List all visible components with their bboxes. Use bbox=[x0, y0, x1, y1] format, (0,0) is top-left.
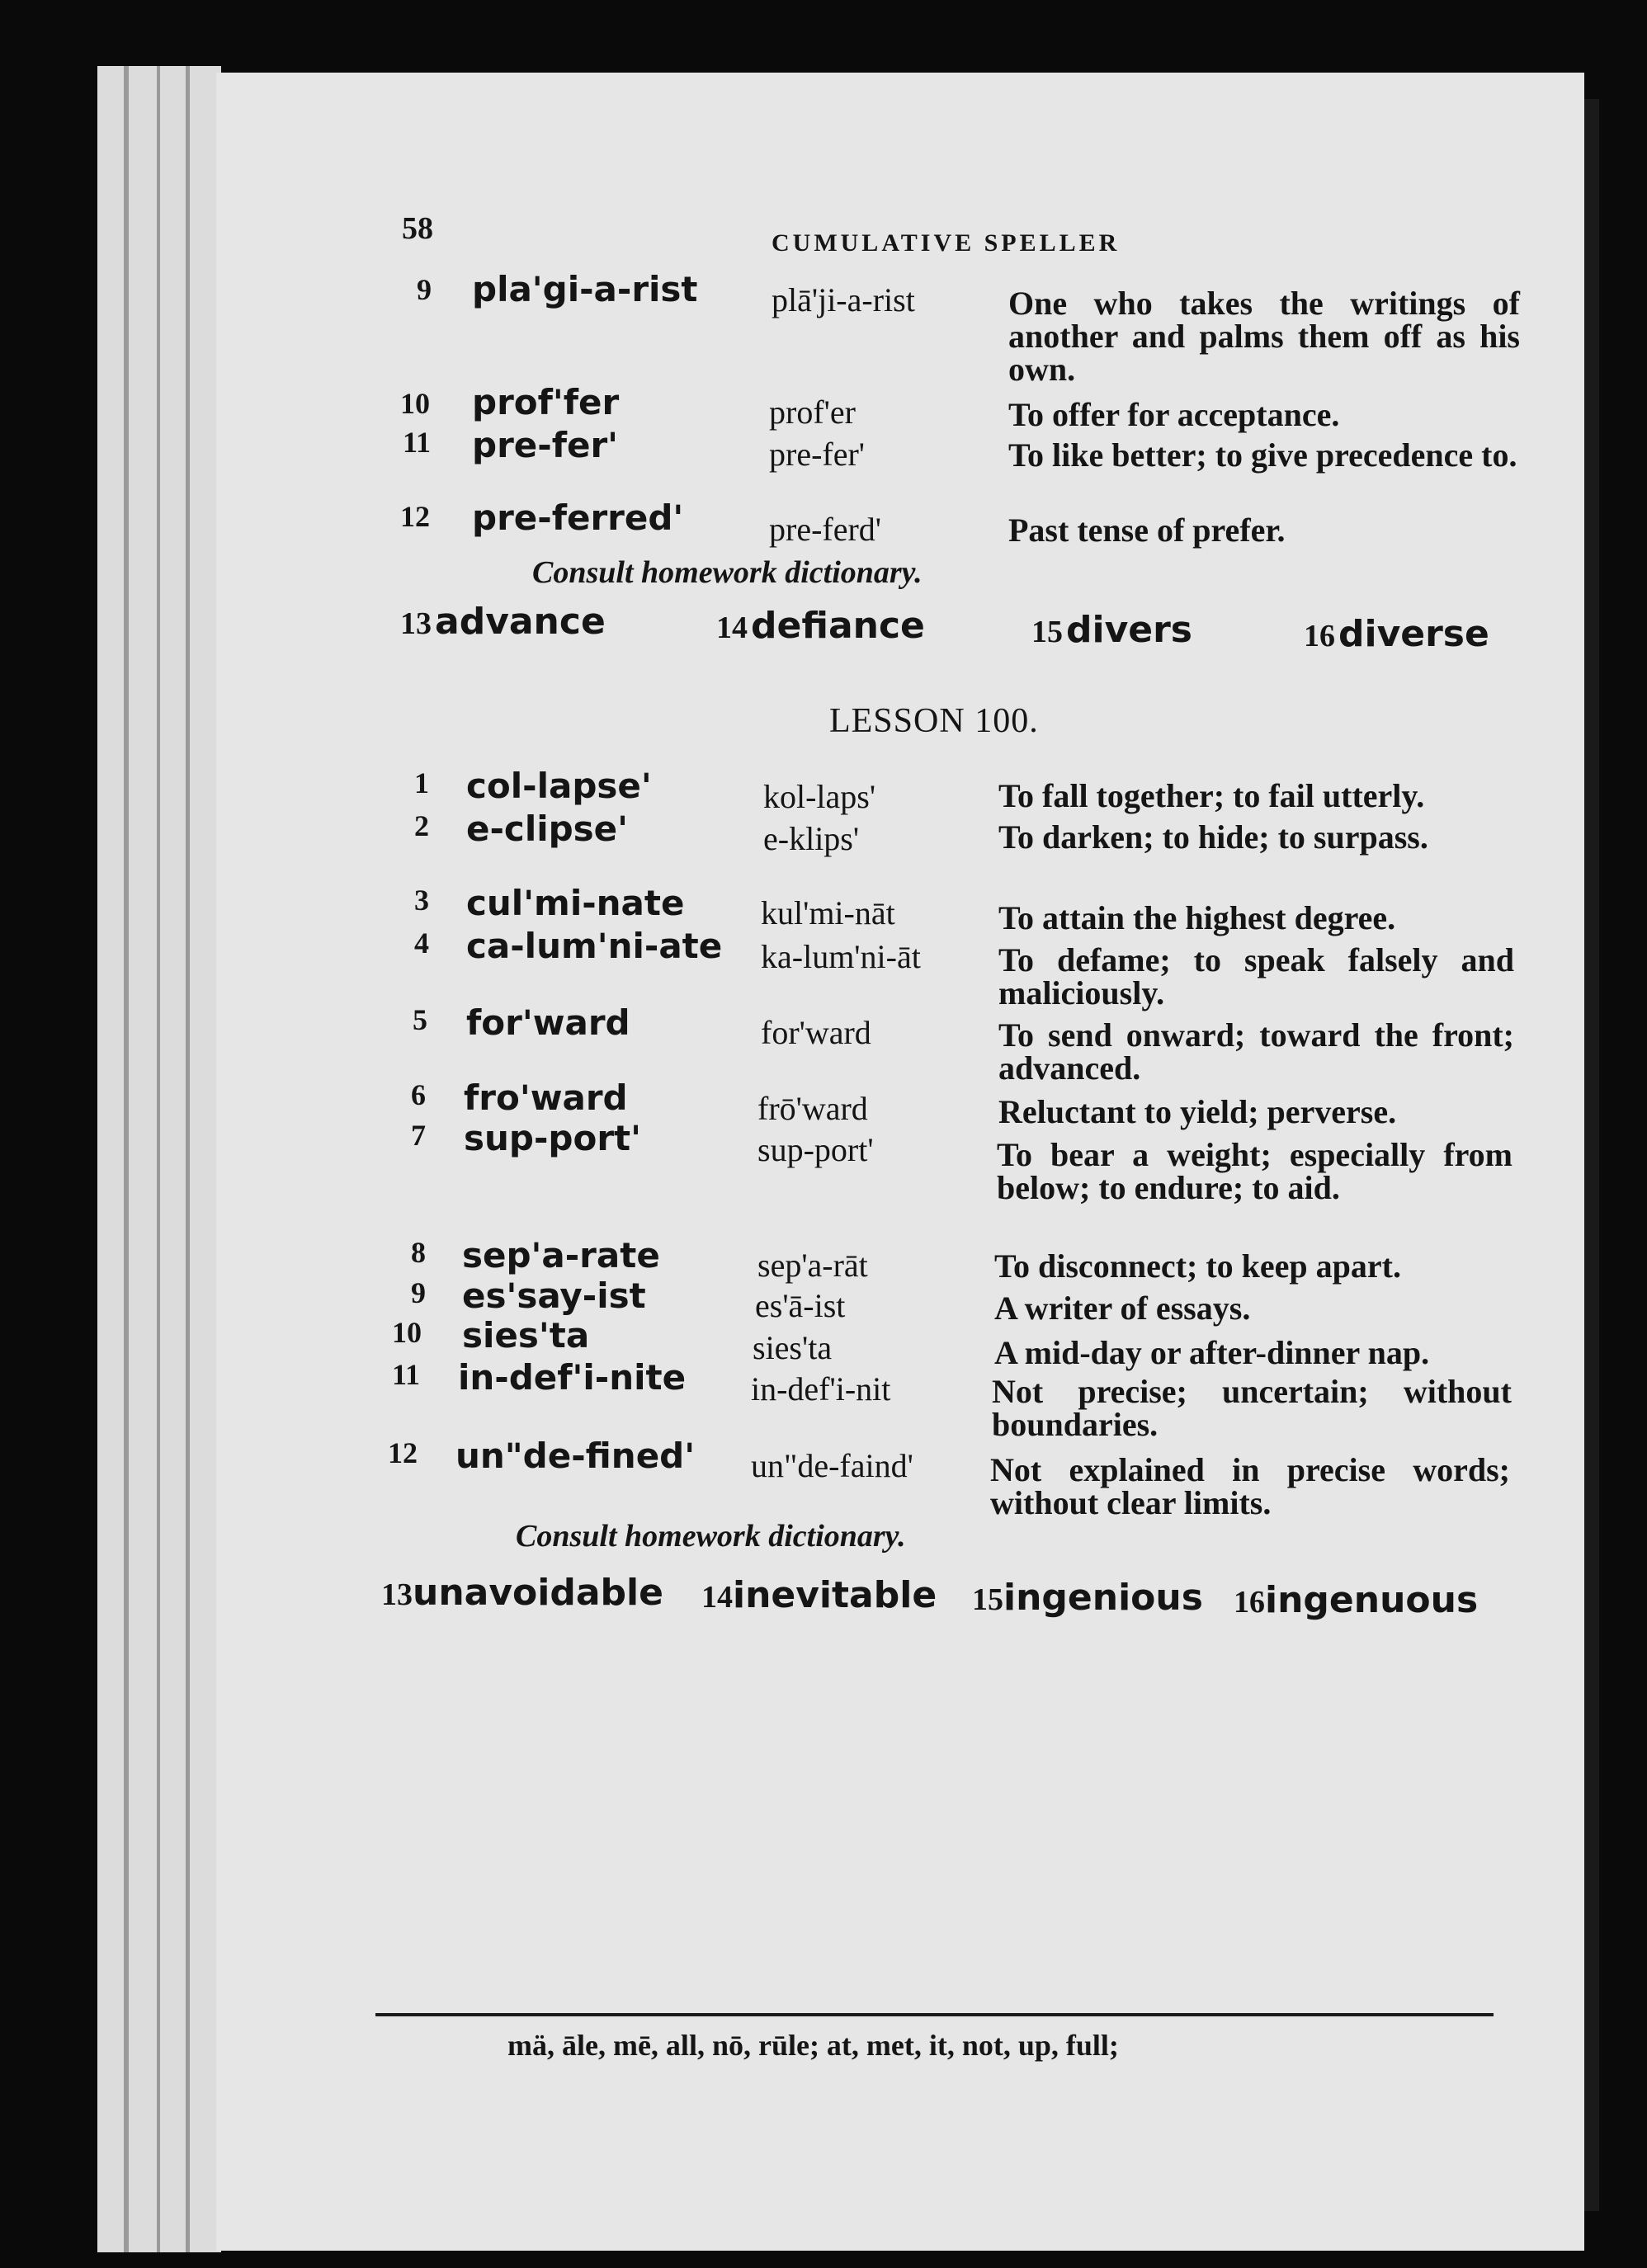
consult-note: Consult homework dictionary. bbox=[532, 555, 923, 590]
entry-word: cul'mi-nate bbox=[466, 883, 685, 923]
entry-number: 8 bbox=[411, 1236, 426, 1269]
extra-number: 15 bbox=[1031, 615, 1063, 649]
entry-word: fro'ward bbox=[464, 1077, 628, 1118]
entry-definition: Reluctant to yield; perverse. bbox=[998, 1093, 1397, 1130]
extra-number: 16 bbox=[1234, 1585, 1265, 1620]
extra-number: 13 bbox=[400, 606, 432, 641]
entry-word: for'ward bbox=[466, 1002, 630, 1043]
entry-definition: To attain the highest degree. bbox=[998, 899, 1396, 936]
entry-word: col-lapse' bbox=[466, 766, 652, 806]
entry-word: prof'fer bbox=[472, 382, 620, 422]
entry-number: 12 bbox=[400, 500, 430, 533]
entry-definition: To fall together; to fail utterly. bbox=[998, 777, 1425, 814]
extra-word bbox=[716, 605, 925, 647]
entry-number: 3 bbox=[414, 884, 429, 917]
entry-word: un"de-fined' bbox=[455, 1436, 696, 1476]
entry-word: ca-lum'ni-ate bbox=[466, 926, 723, 966]
entry-word: pla'gi-a-rist bbox=[472, 269, 698, 309]
page-edge-line bbox=[157, 66, 160, 2252]
entry-pronunciation: pre-fer' bbox=[769, 436, 865, 473]
entry-number: 10 bbox=[400, 387, 430, 420]
extra-word bbox=[1304, 613, 1489, 655]
footer-rule bbox=[375, 2013, 1494, 2016]
entry-number: 10 bbox=[392, 1316, 422, 1349]
extra-word bbox=[701, 1574, 937, 1616]
entry-pronunciation: sep'a-rāt bbox=[757, 1247, 868, 1284]
extra-term: unavoidable bbox=[413, 1572, 663, 1614]
entry-definition: One who takes the writings of another and palms them off as his own. bbox=[1008, 285, 1520, 388]
entry-definition: Past tense of prefer. bbox=[1008, 512, 1286, 549]
entry-number: 2 bbox=[414, 809, 429, 842]
extra-number: 14 bbox=[701, 1580, 733, 1615]
entry-pronunciation: for'ward bbox=[761, 1014, 871, 1051]
entry-definition: To bear a weight; especially from below; to endure; to aid. bbox=[997, 1136, 1513, 1206]
entry-pronunciation: sup-port' bbox=[757, 1131, 874, 1168]
entry-definition: To offer for acceptance. bbox=[1008, 396, 1340, 433]
page-edge-line bbox=[124, 66, 129, 2252]
entry-pronunciation: e-klips' bbox=[763, 820, 860, 857]
entry-definition: To disconnect; to keep apart. bbox=[994, 1247, 1401, 1285]
entry-number: 5 bbox=[413, 1003, 427, 1036]
page-number: 58 bbox=[402, 211, 433, 246]
lesson-title: LESSON 100. bbox=[829, 702, 1039, 740]
entry-number: 6 bbox=[411, 1078, 426, 1111]
entry-pronunciation: prof'er bbox=[769, 394, 856, 431]
entry-number: 11 bbox=[392, 1358, 421, 1391]
entry-word: in-def'i-nite bbox=[458, 1357, 687, 1398]
binding-shadow bbox=[1584, 99, 1599, 2211]
entry-number: 4 bbox=[414, 927, 429, 960]
entry-definition: To send onward; toward the front; advanced. bbox=[998, 1016, 1514, 1087]
extra-word bbox=[400, 601, 606, 643]
extra-number: 16 bbox=[1304, 619, 1335, 653]
entry-pronunciation: in-def'i-nit bbox=[751, 1370, 891, 1407]
entry-number: 9 bbox=[417, 273, 432, 306]
entry-pronunciation: un"de-faind' bbox=[751, 1447, 913, 1484]
entry-pronunciation: frō'ward bbox=[757, 1090, 868, 1127]
entry-word: e-clipse' bbox=[466, 809, 629, 849]
pronunciation-key: mä, āle, mē, all, nō, rūle; at, met, it, not, up, full; bbox=[507, 2029, 1119, 2062]
entry-number: 7 bbox=[411, 1119, 426, 1152]
entry-definition: Not explained in precise words; without clear limits. bbox=[990, 1451, 1510, 1521]
entry-pronunciation: kul'mi-nāt bbox=[761, 894, 895, 931]
entry-word: es'say-ist bbox=[462, 1275, 646, 1316]
entry-pronunciation: plā'ji-a-rist bbox=[772, 281, 915, 318]
entry-number: 1 bbox=[414, 766, 429, 799]
entry-number: 9 bbox=[411, 1276, 426, 1309]
entry-word: pre-ferred' bbox=[472, 497, 684, 538]
page-edge-line bbox=[186, 66, 190, 2252]
running-title: CUMULATIVE SPELLER bbox=[772, 229, 1121, 257]
entry-number: 11 bbox=[403, 426, 432, 459]
extra-word bbox=[1031, 609, 1192, 651]
entry-definition: To like better; to give precedence to. bbox=[1008, 436, 1517, 474]
entry-definition: To defame; to speak falsely and maliciously. bbox=[998, 941, 1514, 1011]
extra-number: 14 bbox=[716, 611, 748, 645]
entry-definition: A mid-day or after-dinner nap. bbox=[994, 1334, 1430, 1371]
entry-pronunciation: sies'ta bbox=[753, 1329, 833, 1366]
entry-word: sep'a-rate bbox=[462, 1235, 660, 1275]
entry-word: pre-fer' bbox=[472, 425, 619, 465]
extra-number: 13 bbox=[381, 1577, 413, 1612]
entry-number: 12 bbox=[388, 1436, 418, 1469]
extra-term: inevitable bbox=[733, 1574, 937, 1616]
entry-pronunciation: ka-lum'ni-āt bbox=[761, 938, 921, 975]
entry-definition: A writer of essays. bbox=[994, 1290, 1251, 1327]
extra-word bbox=[381, 1572, 663, 1614]
entry-definition: To darken; to hide; to surpass. bbox=[998, 818, 1428, 856]
extra-term: diverse bbox=[1338, 613, 1489, 655]
entry-word: sies'ta bbox=[462, 1315, 590, 1356]
entry-word: sup-port' bbox=[464, 1118, 641, 1158]
extra-term: divers bbox=[1066, 609, 1192, 651]
extra-number: 15 bbox=[972, 1582, 1003, 1617]
extra-word bbox=[1234, 1579, 1478, 1621]
entry-pronunciation: kol-laps' bbox=[763, 778, 876, 815]
entry-definition: Not precise; uncertain; without boundaries. bbox=[992, 1373, 1512, 1443]
entry-pronunciation: pre-ferd' bbox=[769, 511, 881, 548]
extra-term: ingenuous bbox=[1265, 1579, 1479, 1621]
extra-word bbox=[972, 1577, 1203, 1619]
extra-term: ingenious bbox=[1003, 1577, 1203, 1619]
extra-term: defiance bbox=[751, 605, 925, 647]
extra-term: advance bbox=[435, 601, 606, 643]
entry-pronunciation: es'ā-ist bbox=[755, 1287, 846, 1324]
consult-note: Consult homework dictionary. bbox=[516, 1519, 906, 1554]
